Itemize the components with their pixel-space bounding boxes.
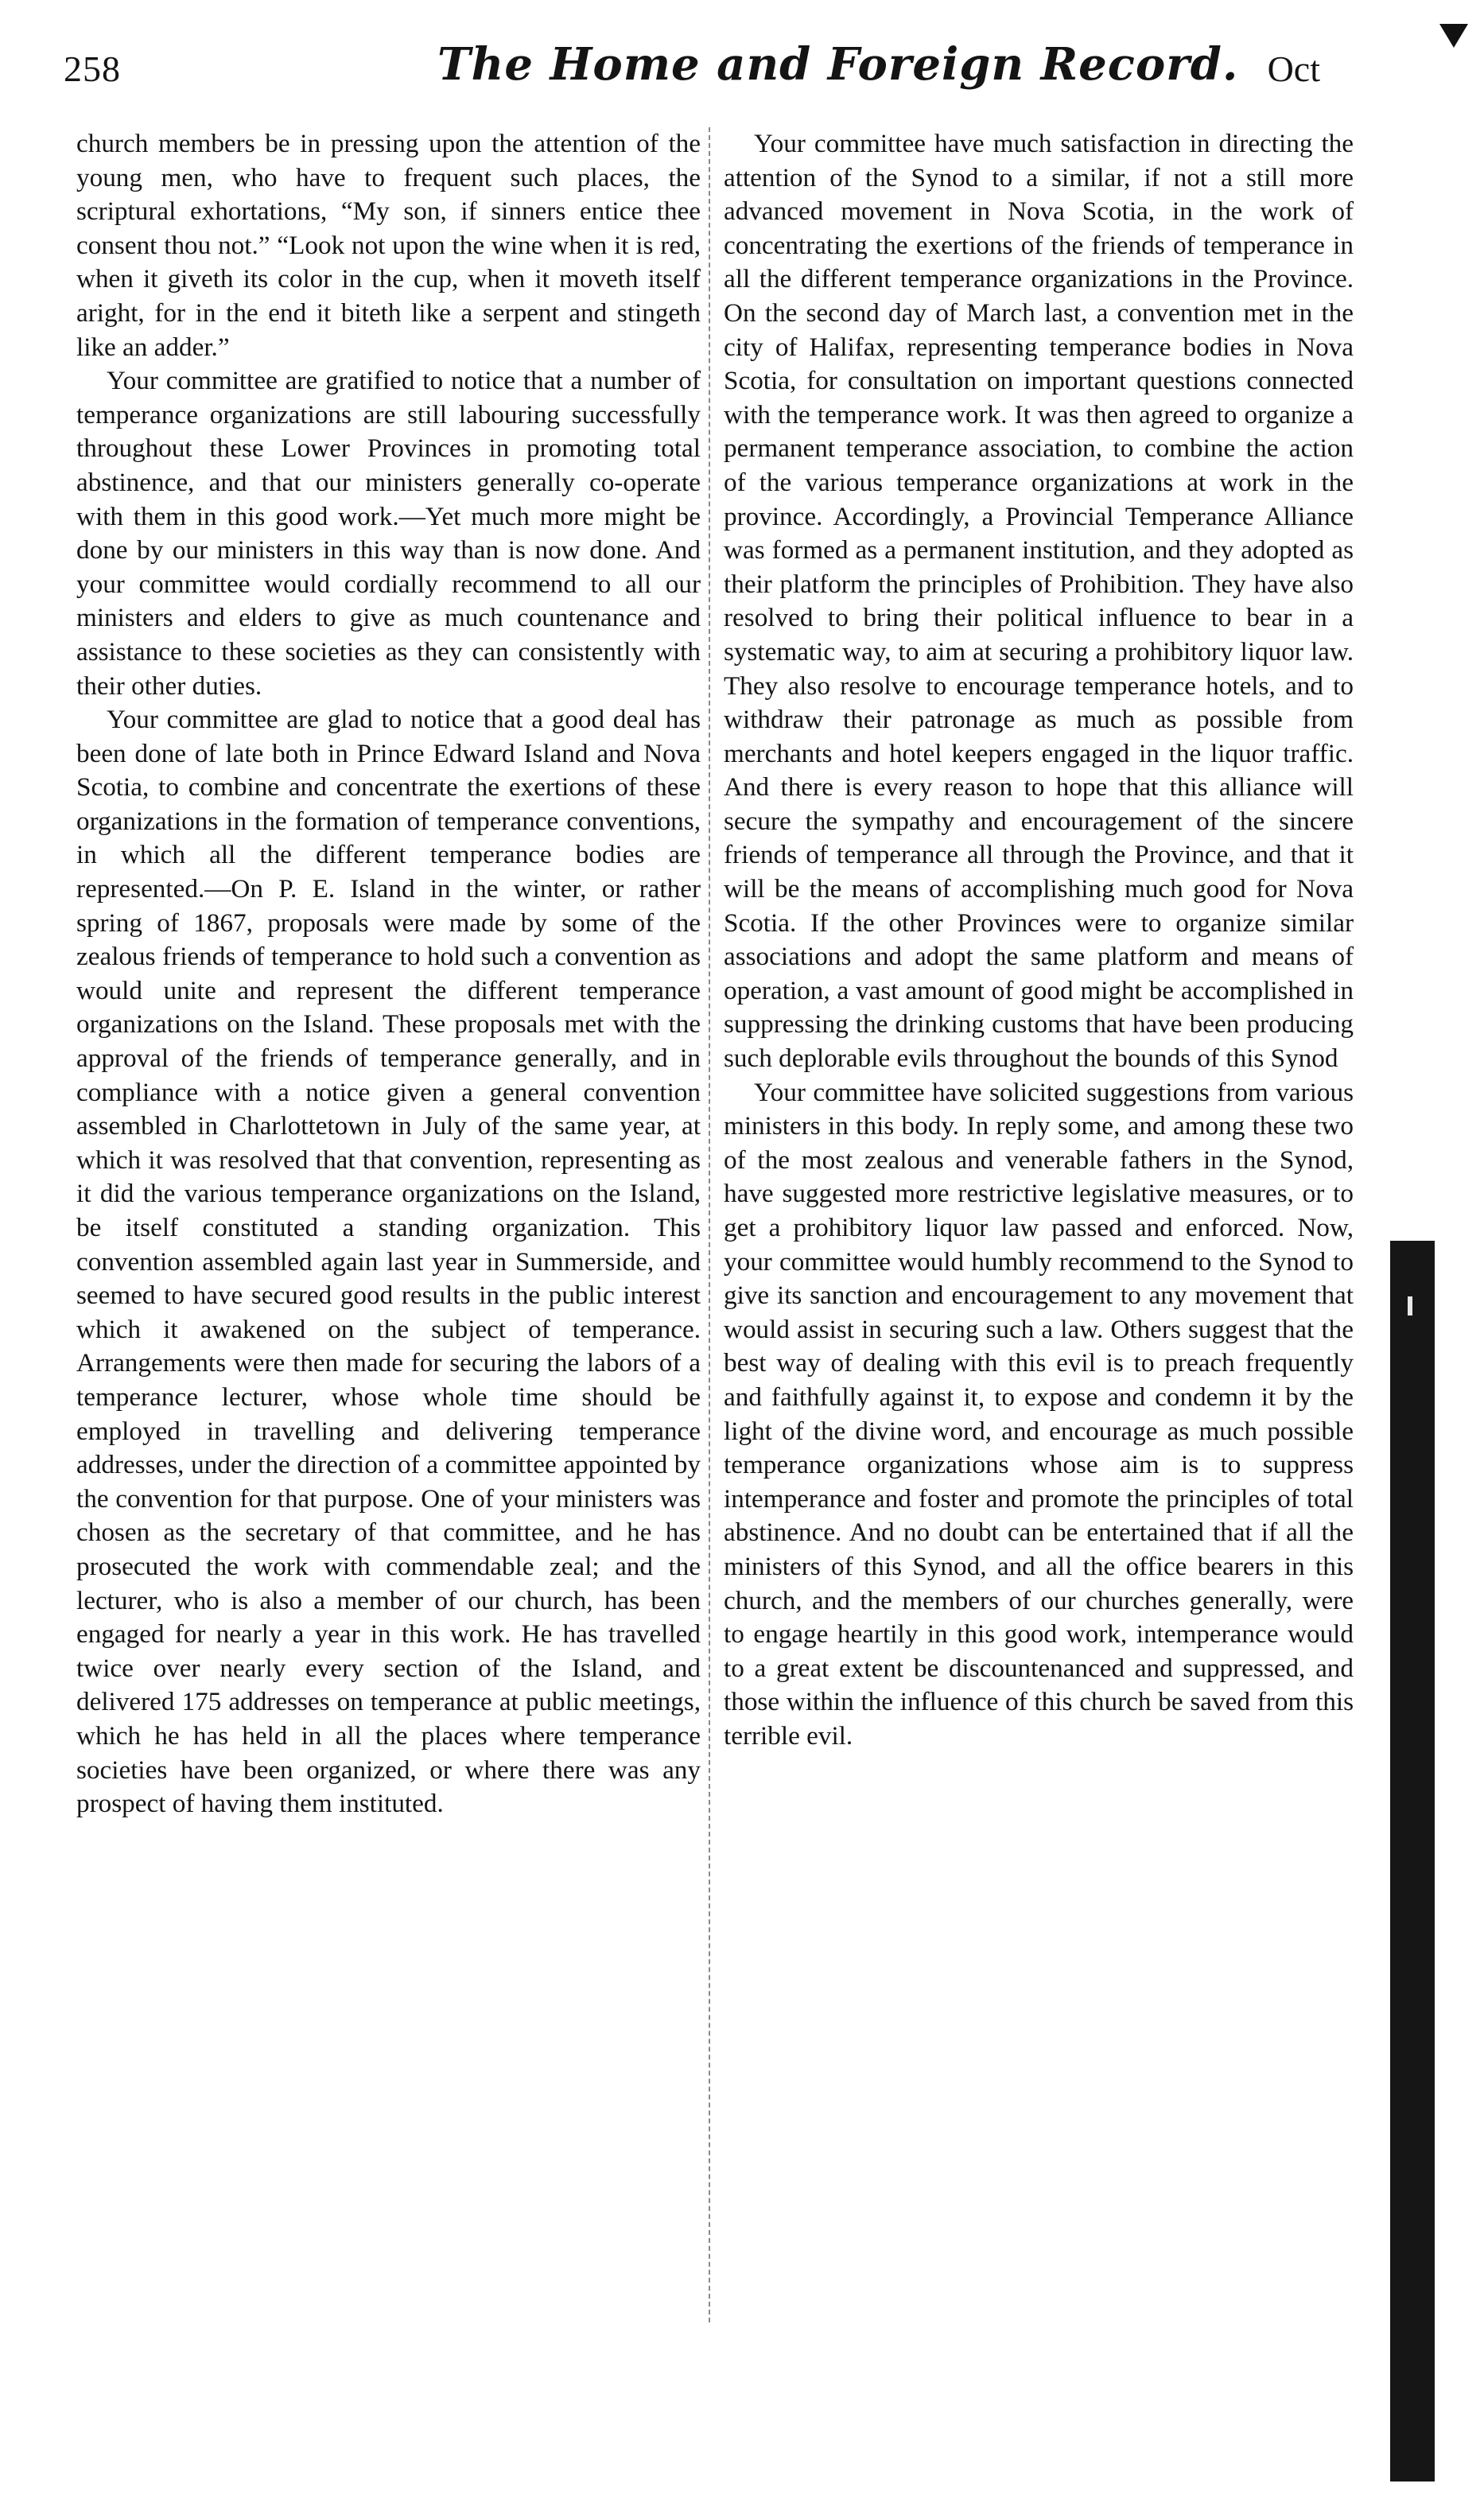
left-paragraph-1: church members be in pressing upon the attention of the young men, who have to frequent such places, the scriptural exhortations, “My son, if sinners entice thee consent thou not.” “Look not upon the wine when it is red, when it giveth its color in the cup, when it moveth itself aright, for in the end it biteth like a serpent and stingeth like an adder.” <box>76 129 701 362</box>
corner-triangle-mark <box>1439 24 1468 48</box>
right-paragraph-1: Your committee have much satisfaction in directing the attention of the Synod to a similar, if not a still more advanced movement in Nova Scotia, in the work of concentrating the exertions of the friends of temperance in all the different temperance organizations in the Province. On the second day of March last, a convention met in the city of Halifax, representing temperance bodies in Nova Scotia, for consultation on important questions connected with the temperance work. It was then agreed to organize a permanent temperance association, to combine the action of the various temperance organizations at work in the province. Accordingly, a Provincial Temperance Alliance was formed as a permanent institution, and they adopted as their platform the principles of Prohibition. They have also resolved to bring their political influence to bear in a systematic way, to aim at securing a prohibitory liquor law. They also resolve to encourage temperance hotels, and to withdraw their patronage as much as possible from merchants and hotel keepers engaged in the liquor traffic. And there is every reason to hope that this alliance will secure the sympathy and encouragement of the sincere friends of temperance all through the Province, and that it will be the means of accomplishing much good for Nova Scotia. If the other Provinces were to organize similar associations and adopt the same platform and means of operation, a vast amount of good might be accomplished in suppressing the drinking customs that have been producing such deplorable evils throughout the bounds of this Synod <box>724 129 1354 1074</box>
journal-title: The Home and Foreign Record. <box>437 38 1239 91</box>
issue-month: Oct <box>1267 49 1320 89</box>
page-binding-shadow <box>1390 1241 1435 2482</box>
column-divider <box>709 127 710 2322</box>
page-number: 258 <box>64 49 121 89</box>
right-column <box>724 127 1354 1754</box>
left-paragraph-2: Your committee are gratified to notice that a number of temperance organizations are still labouring successfully throughout these Lower Provinces in promoting total abstinence, and that our ministers generally co-operate with them in this good work.—Yet much more might be done by our ministers in this way than is now done. And your committee would cordially recommend to all our ministers and elders to give as much countenance and assistance to these societies as they can consistently with their other duties. <box>76 366 701 701</box>
left-column <box>76 127 701 1821</box>
running-header <box>64 38 1320 110</box>
right-paragraph-2: Your committee have solicited suggestions from various ministers in this body. In reply some, and among these two of the most zealous and venerable fathers in the Synod, have suggested more restrictive legislative measures, or to get a prohibitory liquor law passed and enforced. Now, your committee would humbly recommend to the Synod to give its sanction and encouragement to any movement that would assist in securing such a law. Others suggest that the best way of dealing with this evil is to preach frequently and faithfully against it, to expose and condemn it by the light of the divine word, and encourage as much possible temperance organizations whose aim is to suppress intemperance and foster and promote the principles of total abstinence. And no doubt can be entertained that if all the ministers of this Synod, and all the office bearers in this church, and the members of our churches generally, were to engage heartily in this good work, intemperance would to a great extent be discountenanced and suppressed, and those within the influence of this church be saved from this terrible evil. <box>724 1077 1354 1751</box>
left-paragraph-3: Your committee are glad to notice that a good deal has been done of late both in Prince Edward Island and Nova Scotia, to combine and concentrate the exertions of these organizations in the formation of temperance conventions, in which all the different temperance bodies are represented.—On P. E. Island in the winter, or rather spring of 1867, proposals were made by some of the zealous friends of temperance to hold such a convention as would unite and represent the different temperance organizations on the Island. These proposals met with the approval of the friends of temperance generally, and in compliance with a notice given a general convention assembled in Charlottetown in July of the same year, at which it was resolved that that convention, representing as it did the various temperance organizations on the Island, be itself constituted a standing organization. This convention assembled again last year in Summerside, and seemed to have secured good results in the public interest which it awakened on the subject of temperance. Arrangements were then made for securing the labors of a temperance lecturer, whose whole time should be employed in travelling and delivering temperance addresses, under the direction of a committee appointed by the convention for that purpose. One of your ministers was chosen as the secretary of that committee, and he has prosecuted the work with commendable zeal; and the lecturer, who is also a member of our church, has been engaged for nearly a year in this work. He has travelled twice over nearly every section of the Island, and delivered 175 addresses on temperance at public meetings, which he has held in all the places where temperance societies have been organized, or where there was any prospect of having them instituted. <box>76 705 701 1819</box>
